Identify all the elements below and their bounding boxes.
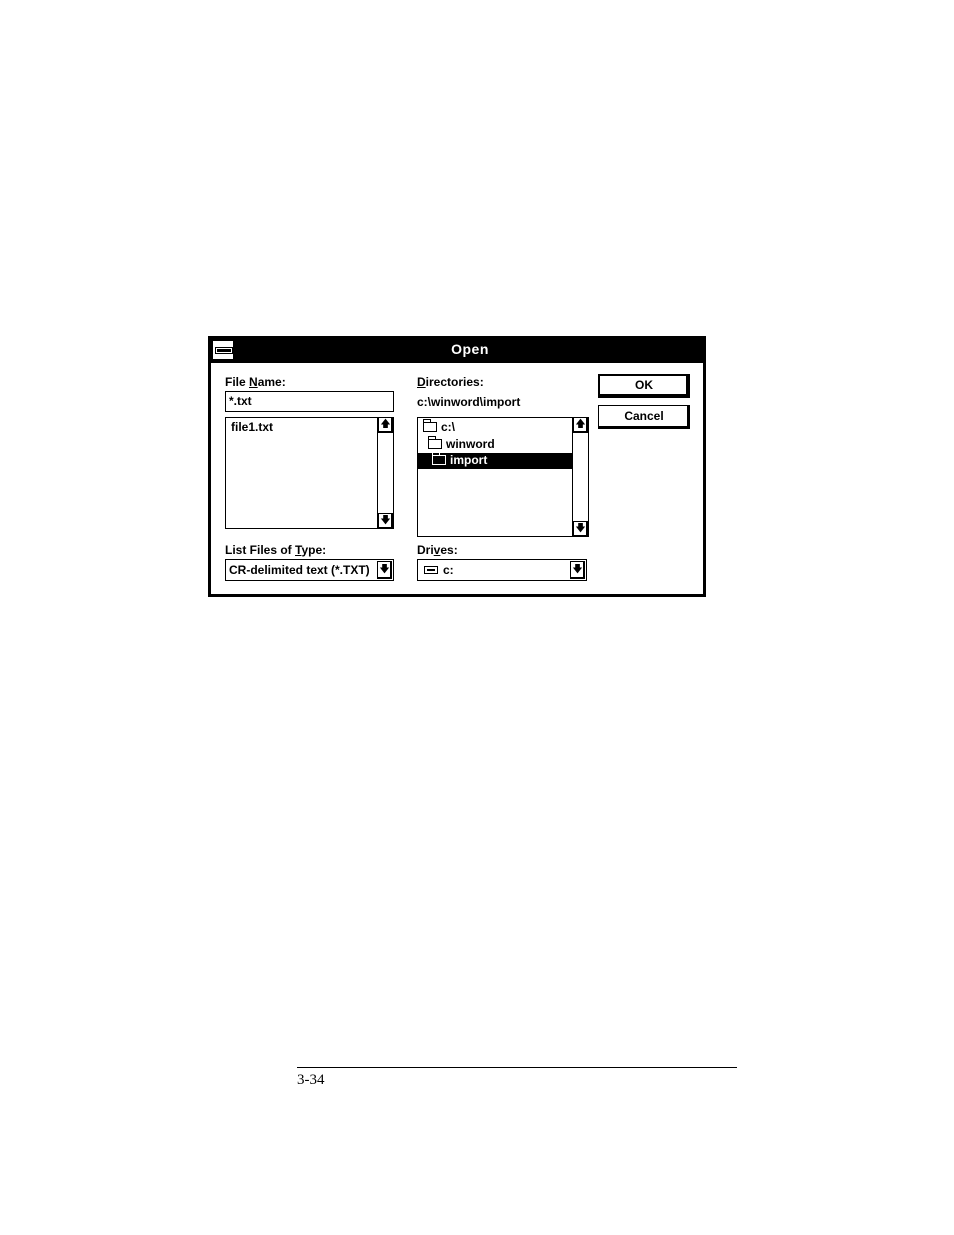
directory-item[interactable]: winword — [428, 437, 495, 451]
arrow-down-icon[interactable]: 🡇 — [377, 561, 392, 579]
drives-dropdown[interactable] — [417, 559, 587, 581]
title-bar — [211, 339, 703, 363]
file-name-label: File Name: — [225, 375, 286, 389]
arrow-down-icon[interactable]: 🡇 — [570, 561, 585, 579]
directory-item-selected[interactable]: import — [418, 453, 572, 469]
file-type-label: List Files of Type: — [225, 543, 327, 557]
dialog-title: Open — [451, 341, 489, 357]
page-number: 3-34 — [297, 1072, 325, 1088]
directory-item[interactable]: c:\ — [423, 420, 455, 434]
file-list-scrollbar[interactable] — [377, 418, 393, 528]
arrow-down-icon[interactable]: 🡇 — [573, 521, 588, 537]
cancel-button[interactable]: Cancel — [598, 405, 690, 429]
folder-icon — [432, 455, 446, 465]
arrow-up-icon[interactable]: 🡅 — [573, 417, 588, 433]
ok-button[interactable]: OK — [598, 374, 690, 398]
file-list[interactable] — [225, 417, 394, 529]
drive-icon — [424, 566, 438, 574]
drives-value: c: — [424, 563, 566, 577]
system-menu-icon[interactable] — [213, 341, 235, 359]
arrow-up-icon[interactable]: 🡅 — [378, 417, 393, 433]
file-type-dropdown[interactable] — [225, 559, 394, 581]
directory-list-scrollbar[interactable] — [572, 418, 588, 536]
arrow-down-icon[interactable]: 🡇 — [378, 513, 393, 529]
open-dialog — [208, 336, 706, 597]
file-name-input[interactable]: *.txt — [225, 391, 394, 412]
footer-rule — [297, 1067, 737, 1068]
file-type-value: CR-delimited text (*.TXT) — [229, 563, 370, 577]
drives-label: Drives: — [417, 543, 458, 557]
folder-icon — [428, 439, 442, 449]
folder-icon — [423, 422, 437, 432]
current-path: c:\winword\import — [417, 395, 521, 409]
directories-label: Directories: — [417, 375, 484, 389]
directory-list[interactable] — [417, 417, 589, 537]
list-item[interactable]: file1.txt — [231, 420, 274, 434]
